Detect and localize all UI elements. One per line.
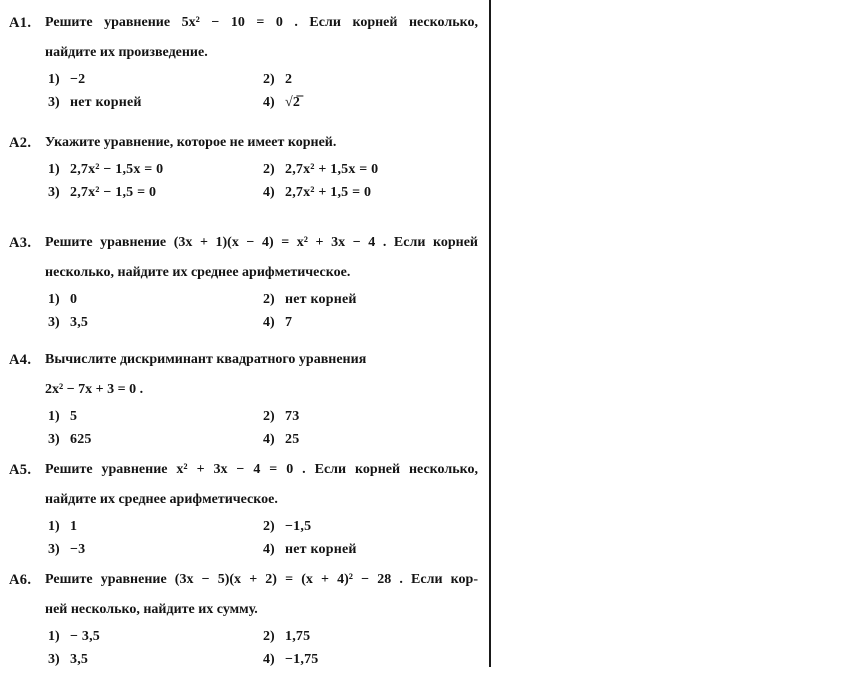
problem [0, 228, 478, 334]
answer-option [263, 311, 478, 334]
statement-line: Укажите уравнение, которое не имеет корней. [45, 135, 337, 150]
option-text: −1,5 [285, 519, 312, 534]
answer-options [48, 158, 478, 204]
answer-options [48, 405, 478, 451]
option-text: 2,7x² − 1,5x = 0 [70, 162, 164, 177]
answer-option [263, 515, 478, 538]
option-number: 2) [263, 409, 275, 424]
statement-line: найдите их произведение. [45, 45, 208, 60]
option-text: −2 [70, 72, 86, 87]
option-number: 4) [263, 185, 275, 200]
statement-line: найдите их среднее арифметическое. [45, 492, 278, 507]
option-number: 2) [263, 629, 275, 644]
answer-option [263, 625, 478, 648]
statement-line: Вычислите дискриминант квадратного уравнения [45, 352, 367, 367]
problem-statement [45, 565, 478, 625]
answer-options [48, 68, 478, 114]
problem-statement [45, 345, 478, 405]
option-text: нет корней [285, 292, 357, 307]
option-number: 1) [48, 72, 60, 87]
statement-line: несколько, найдите их среднее арифметическое. [45, 265, 351, 280]
problem [0, 455, 478, 561]
option-text: 73 [285, 409, 300, 424]
option-number: 4) [263, 432, 275, 447]
answer-option [48, 515, 263, 538]
option-text: 625 [70, 432, 92, 447]
answer-option [263, 428, 478, 451]
option-number: 1) [48, 519, 60, 534]
answer-option [263, 68, 478, 91]
answer-option [48, 428, 263, 451]
statement-line: Решите уравнение 5x² − 10 = 0 . Если корней несколько, [45, 15, 478, 30]
option-text: 1 [70, 519, 78, 534]
answer-option [48, 288, 263, 311]
option-text: 3,5 [70, 652, 89, 667]
problem-label: А3. [9, 235, 32, 251]
option-number: 1) [48, 292, 60, 307]
problem-label: А6. [9, 572, 32, 588]
problem-label: А5. [9, 462, 32, 478]
answer-option [263, 405, 478, 428]
statement-line: Решите уравнение x² + 3x − 4 = 0 . Если корней несколько, [45, 462, 478, 477]
answer-option [48, 158, 263, 181]
option-text: 7 [285, 315, 293, 330]
option-number: 1) [48, 409, 60, 424]
option-number: 2) [263, 519, 275, 534]
problem [0, 128, 478, 204]
statement-line: Решите уравнение (3x − 5)(x + 2) = (x + 4)² − 28 . Если кор- [45, 572, 478, 587]
option-text: 1,75 [285, 629, 311, 644]
option-text: − 3,5 [70, 629, 100, 644]
option-text: √2̅ [285, 95, 301, 110]
answer-option [48, 538, 263, 561]
answer-options [48, 288, 478, 334]
option-text: 2,7x² + 1,5x = 0 [285, 162, 379, 177]
option-number: 4) [263, 315, 275, 330]
option-number: 3) [48, 542, 60, 557]
answer-option [48, 648, 263, 671]
option-number: 4) [263, 652, 275, 667]
option-number: 1) [48, 629, 60, 644]
answer-option [48, 625, 263, 648]
option-text: 2 [285, 72, 293, 87]
answer-option [48, 91, 263, 114]
option-text: 25 [285, 432, 300, 447]
answer-option [48, 405, 263, 428]
option-number: 3) [48, 185, 60, 200]
worksheet-page [0, 8, 490, 671]
option-text: 0 [70, 292, 78, 307]
answer-option [263, 91, 478, 114]
option-number: 1) [48, 162, 60, 177]
option-text: 2,7x² − 1,5 = 0 [70, 185, 157, 200]
option-text: нет корней [285, 542, 357, 557]
option-text: 2,7x² + 1,5 = 0 [285, 185, 372, 200]
option-number: 4) [263, 542, 275, 557]
answer-option [263, 538, 478, 561]
answer-option [263, 158, 478, 181]
option-number: 4) [263, 95, 275, 110]
option-text: −3 [70, 542, 86, 557]
answer-option [263, 288, 478, 311]
option-number: 2) [263, 292, 275, 307]
option-number: 3) [48, 315, 60, 330]
option-number: 2) [263, 72, 275, 87]
problem-label: А4. [9, 352, 32, 368]
problem [0, 8, 478, 114]
problem [0, 345, 478, 451]
problem-statement [45, 8, 478, 68]
problem [0, 565, 478, 671]
answer-option [263, 181, 478, 204]
option-text: −1,75 [285, 652, 319, 667]
statement-line: ней несколько, найдите их сумму. [45, 602, 258, 617]
option-text: 5 [70, 409, 78, 424]
statement-line: 2x² − 7x + 3 = 0 . [45, 382, 144, 397]
statement-line: Решите уравнение (3x + 1)(x − 4) = x² + 3x − 4 . Если корней [45, 235, 478, 250]
problem-statement [45, 128, 478, 158]
option-number: 3) [48, 95, 60, 110]
answer-option [48, 181, 263, 204]
answer-option [48, 311, 263, 334]
option-text: нет корней [70, 95, 142, 110]
option-number: 3) [48, 432, 60, 447]
option-number: 2) [263, 162, 275, 177]
problem-statement [45, 455, 478, 515]
answer-options [48, 515, 478, 561]
column-divider-line [489, 0, 491, 667]
option-number: 3) [48, 652, 60, 667]
answer-option [263, 648, 478, 671]
problem-statement [45, 228, 478, 288]
problem-label: А2. [9, 135, 32, 151]
answer-options [48, 625, 478, 671]
problem-label: А1. [9, 15, 32, 31]
option-text: 3,5 [70, 315, 89, 330]
answer-option [48, 68, 263, 91]
